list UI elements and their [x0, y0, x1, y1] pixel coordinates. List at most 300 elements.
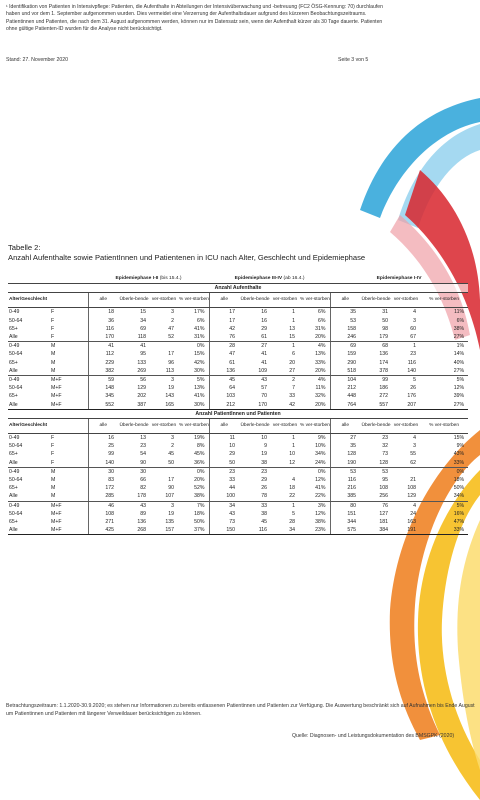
value-cell: 18%	[453, 477, 465, 484]
value-cell: 17	[168, 477, 174, 484]
column-header-verstorben: ver-storben	[271, 419, 299, 434]
value-cell: 384	[360, 526, 392, 535]
value-cell: 29	[261, 477, 267, 484]
column-header-verstorben: ver-storben	[150, 293, 178, 308]
value-cell: 118	[118, 333, 150, 342]
age-group-cell: 0-49	[9, 377, 20, 384]
age-group-cell: Alle	[8, 526, 50, 535]
value-cell: 2	[292, 377, 295, 384]
value-cell: 128	[360, 459, 392, 468]
age-group-cell: Alle	[8, 367, 50, 376]
age-group-cell: 65+	[9, 325, 18, 332]
sex-cell: M	[51, 468, 56, 475]
value-cell: 31%	[315, 325, 326, 332]
value-cell: 50	[209, 459, 239, 468]
value-cell: 557	[360, 401, 392, 410]
value-cell: 22%	[299, 492, 330, 501]
value-cell: 176	[407, 393, 417, 400]
value-cell: 5%	[197, 377, 205, 384]
value-cell: 45	[261, 519, 267, 526]
value-cell: 42	[271, 401, 299, 410]
sex-cell: M	[51, 477, 56, 484]
value-cell: 150	[209, 526, 239, 535]
footnote-text: ¹ Identifikation von Patienten in Intensivpflege: Patienten, die Aufenthalte in Abteilungen der Intensivüberwachung und -betreuung (FC2 ÖSG-Kennung: 70) durchlaufen haben und vor dem 1. September aufgenommen wurden. Dies vermeidet eine Verzerrung der Aufenthaltsdauer aufgrund des kürzeren Beobachtungszeitraums. Patientinnen und Patienten, die nach dem 31. August aufgenommen werden, können nur im Datensatz sein, wenn der Aufenthalt kürzer als 30 Tage dauerte. Patienten ohne gültige Patienten-ID wurden für die Analyse nicht berücksichtigt.	[6, 4, 383, 33]
value-cell: 78	[239, 492, 271, 501]
sex-cell: F	[51, 443, 55, 450]
column-header-verstorben: ver-storben	[271, 293, 299, 308]
value-cell: 136	[379, 351, 389, 358]
value-cell: 18	[88, 308, 118, 317]
value-cell: 25	[88, 442, 118, 450]
table-row	[8, 510, 468, 518]
value-cell: 112	[88, 350, 118, 358]
value-cell: 30	[140, 468, 146, 475]
value-cell: 15%	[194, 351, 205, 358]
value-cell: 53	[330, 467, 360, 476]
value-cell: 5	[413, 377, 417, 384]
age-group-cell: 65+	[9, 451, 18, 458]
value-cell: 38	[239, 459, 271, 468]
value-cell: 16	[261, 317, 267, 324]
value-cell: 12	[271, 459, 299, 468]
value-cell: 73	[209, 518, 239, 526]
column-header-alle: alle	[88, 293, 118, 308]
value-cell: 27	[271, 367, 299, 376]
value-cell: 163	[407, 519, 417, 526]
value-cell: 133	[137, 359, 146, 366]
value-cell: 575	[330, 526, 360, 535]
value-cell: 54	[140, 451, 146, 458]
value-cell: 17%	[194, 309, 205, 316]
value-cell: 38%	[453, 325, 465, 332]
value-cell: 99	[88, 450, 118, 458]
table-row	[8, 350, 468, 358]
source-note: Quelle: Diagnosen- und Leistungsdokumentation des BMSGPK (2020)	[292, 733, 455, 739]
value-cell: 190	[330, 459, 360, 468]
sex-cell: M+F	[51, 502, 62, 509]
value-cell: 23	[140, 443, 146, 450]
value-cell: 16	[88, 434, 118, 443]
value-cell: 202	[137, 393, 146, 400]
value-cell: 76	[382, 502, 389, 509]
value-cell: 61	[209, 359, 239, 367]
sex-cell: M+F	[50, 526, 88, 535]
table-row	[8, 376, 468, 385]
value-cell: 62	[392, 459, 420, 468]
value-cell: 4	[413, 435, 417, 442]
value-cell: 13%	[315, 351, 326, 358]
value-cell	[271, 467, 299, 476]
age-group-cell: 65+	[9, 359, 18, 366]
value-cell: 140	[392, 367, 420, 376]
value-cell: 47%	[453, 519, 465, 526]
sex-cell: F	[51, 451, 55, 458]
value-cell: 27	[261, 343, 267, 350]
value-cell: 157	[150, 526, 178, 535]
value-cell: 32	[382, 443, 389, 450]
value-cell: 57	[261, 385, 267, 392]
table-row	[8, 367, 468, 376]
value-cell: 24%	[299, 459, 330, 468]
sex-cell: M	[51, 485, 56, 492]
column-header-alle: alle	[209, 293, 239, 308]
value-cell: 56	[140, 377, 146, 384]
value-cell: 20	[289, 359, 295, 366]
value-cell: 5%	[456, 502, 465, 509]
value-cell: 45	[168, 451, 174, 458]
value-cell: 34	[271, 526, 299, 535]
value-cell: 53	[382, 468, 389, 475]
value-cell: 61	[239, 333, 271, 342]
column-header-group: Alter/Geschlecht	[8, 419, 88, 434]
value-cell: 35	[330, 308, 360, 317]
value-cell: 127	[379, 510, 389, 517]
value-cell: 6%	[456, 317, 465, 324]
column-header-alle: alle	[330, 293, 360, 308]
value-cell: 3	[413, 443, 417, 450]
value-cell: 4%	[318, 377, 326, 384]
value-cell: 26	[410, 385, 417, 392]
value-cell: 20%	[194, 477, 205, 484]
value-cell: 15	[271, 333, 299, 342]
value-cell: 40%	[453, 359, 465, 366]
value-cell: 31%	[178, 333, 209, 342]
value-cell: 7	[292, 385, 295, 392]
age-group-cell: 50-64	[9, 477, 23, 484]
value-cell: 16%	[453, 510, 465, 517]
value-cell: 116	[88, 325, 118, 333]
section-title: Anzahl PatientInnen und Patienten	[8, 409, 468, 418]
value-cell: 80	[330, 501, 360, 510]
value-cell: 11%	[315, 385, 326, 392]
value-cell: 172	[88, 484, 118, 492]
age-group-cell: 0-49	[9, 502, 20, 509]
value-cell: 10	[289, 451, 295, 458]
value-cell: 16	[261, 309, 267, 316]
value-cell: 76	[209, 333, 239, 342]
value-cell: 0%	[197, 343, 205, 350]
value-cell: 41%	[315, 485, 326, 492]
observation-note: Betrachtungszeitraum: 1.1.2020-30.9.2020; es stehen nur Informationen zu bereits entlassenen Patientinnen und Patienten zur Verfügung. Die Auswertung beschränkt sich auf Aufnahmen bis Ende August um Patientinnen und Patienten mit längerer Verweildauer berücksichtigen zu können.	[6, 703, 475, 718]
value-cell: 1	[292, 317, 295, 324]
value-cell: 19%	[194, 435, 205, 442]
value-cell: 10	[261, 435, 267, 442]
value-cell: 11%	[454, 309, 465, 316]
sex-cell: F	[51, 325, 55, 332]
column-header-row	[8, 293, 468, 308]
value-cell: 448	[330, 392, 360, 400]
value-cell: 41	[261, 359, 267, 366]
value-cell: 17	[209, 317, 239, 325]
table-row	[8, 450, 468, 458]
column-header-pct: % ver-storben	[420, 419, 468, 434]
value-cell: 69	[140, 325, 146, 332]
table-row	[8, 325, 468, 333]
value-cell: 44	[209, 484, 239, 492]
column-header-ueberlebende: Überle-bende	[118, 293, 150, 308]
value-cell: 41	[88, 342, 118, 351]
age-group-cell: 50-64	[9, 317, 23, 324]
value-cell: 27	[330, 434, 360, 443]
value-cell: 99	[382, 377, 389, 384]
value-cell: 3	[171, 377, 174, 384]
value-cell: 6%	[318, 317, 326, 324]
value-cell: 29	[261, 325, 267, 332]
value-cell: 33%	[420, 526, 468, 535]
value-cell: 136	[209, 367, 239, 376]
value-cell: 52	[150, 333, 178, 342]
sex-cell: M+F	[50, 401, 88, 410]
value-cell: 113	[150, 367, 178, 376]
value-cell: 66	[140, 477, 146, 484]
value-cell: 2	[171, 317, 174, 324]
value-cell: 4	[413, 309, 417, 316]
value-cell: 129	[392, 492, 420, 501]
age-group-cell: 0-49	[9, 309, 20, 316]
data-table	[8, 275, 468, 535]
phase1-header: Epidemiephase I-II (bis 15.4.)	[115, 276, 182, 281]
column-header-pct: % ver-storben	[178, 419, 209, 434]
value-cell: 27%	[420, 401, 468, 410]
table-row	[8, 317, 468, 325]
value-cell	[392, 467, 420, 476]
age-group-cell: 50-64	[9, 351, 23, 358]
value-cell: 100	[209, 492, 239, 501]
value-cell: 256	[360, 492, 392, 501]
sex-cell: M+F	[51, 519, 62, 526]
value-cell	[150, 467, 178, 476]
value-cell: 17	[168, 351, 174, 358]
value-cell: 12%	[453, 385, 465, 392]
value-cell: 764	[330, 401, 360, 410]
sex-cell: F	[50, 333, 88, 342]
value-cell: 9%	[456, 443, 465, 450]
value-cell: 31	[382, 309, 389, 316]
value-cell: 23	[209, 467, 239, 476]
value-cell: 42%	[194, 359, 205, 366]
age-group-cell: 0-49	[9, 468, 20, 475]
value-cell: 41%	[194, 325, 205, 332]
column-header-group: Alter/Geschlecht	[8, 293, 88, 308]
column-header-ueberlebende: Überle-bende	[239, 419, 271, 434]
column-header-pct: % ver-storben	[299, 293, 330, 308]
table-row	[8, 476, 468, 484]
table-row	[8, 442, 468, 450]
value-cell: 271	[88, 518, 118, 526]
value-cell: 34	[209, 501, 239, 510]
value-cell: 26	[261, 485, 267, 492]
value-cell: 14%	[453, 351, 465, 358]
value-cell: 41	[140, 343, 146, 350]
value-cell: 11	[209, 434, 239, 443]
value-cell: 13	[289, 325, 295, 332]
value-cell: 272	[379, 393, 389, 400]
column-header-verstorben: ver-storben	[392, 293, 420, 308]
value-cell: 30	[88, 467, 118, 476]
value-cell: 67	[392, 333, 420, 342]
value-cell: 28	[289, 519, 295, 526]
value-cell: 38	[261, 510, 267, 517]
value-cell: 15%	[453, 435, 465, 442]
value-cell: 37%	[178, 526, 209, 535]
value-cell: 60	[410, 325, 417, 332]
section-header-row	[8, 409, 468, 418]
table-row	[8, 518, 468, 526]
sex-cell: M+F	[51, 377, 62, 384]
value-cell: 212	[330, 384, 360, 392]
value-cell: 165	[150, 401, 178, 410]
table-row	[8, 501, 468, 510]
value-cell	[150, 342, 178, 351]
value-cell: 4%	[318, 343, 326, 350]
value-cell: 6%	[318, 309, 326, 316]
value-cell: 33%	[315, 359, 326, 366]
value-cell: 22	[271, 492, 299, 501]
value-cell: 246	[330, 333, 360, 342]
value-cell: 38%	[178, 492, 209, 501]
value-cell: 46	[88, 501, 118, 510]
value-cell: 69	[330, 342, 360, 351]
value-cell: 20%	[299, 367, 330, 376]
value-cell: 23%	[299, 526, 330, 535]
value-cell: 32%	[315, 393, 326, 400]
value-cell: 64	[209, 384, 239, 392]
value-cell: 116	[407, 359, 417, 366]
age-group-cell: Alle	[8, 492, 50, 501]
value-cell: 39%	[453, 393, 465, 400]
value-cell: 82	[140, 485, 146, 492]
page-number: Seite 3 von 5	[338, 57, 369, 63]
value-cell: 19	[168, 385, 174, 392]
value-cell: 29	[209, 450, 239, 458]
value-cell: 53	[330, 317, 360, 325]
value-cell: 191	[392, 526, 420, 535]
table-row	[8, 392, 468, 400]
value-cell: 70	[261, 393, 267, 400]
value-cell: 45%	[194, 451, 205, 458]
table-row	[8, 333, 468, 342]
value-cell: 20%	[299, 333, 330, 342]
value-cell: 43	[209, 510, 239, 518]
column-header-verstorben: ver-storben	[150, 419, 178, 434]
value-cell: 116	[330, 476, 360, 484]
value-cell: 45	[209, 376, 239, 385]
column-header-alle: alle	[209, 419, 239, 434]
column-header-pct: % ver-storben	[178, 293, 209, 308]
section-header-row	[8, 284, 468, 293]
value-cell: 216	[330, 484, 360, 492]
value-cell: 12%	[315, 477, 326, 484]
phase-header-row	[8, 275, 468, 284]
value-cell: 268	[118, 526, 150, 535]
value-cell: 148	[88, 384, 118, 392]
value-cell: 50%	[194, 519, 205, 526]
value-cell: 35	[330, 442, 360, 450]
table-row	[8, 342, 468, 351]
value-cell: 3	[171, 435, 174, 442]
value-cell: 41%	[194, 393, 205, 400]
value-cell: 103	[209, 392, 239, 400]
value-cell: 90	[168, 485, 174, 492]
value-cell: 1	[292, 435, 295, 442]
age-group-cell: 50-64	[9, 510, 23, 517]
value-cell: 18%	[194, 510, 205, 517]
sex-cell: F	[51, 435, 55, 442]
table-row	[8, 492, 468, 501]
value-cell: 186	[379, 385, 389, 392]
section-title: Anzahl Aufenthalte	[8, 284, 468, 293]
value-cell: 68	[382, 343, 389, 350]
value-cell: 4	[292, 477, 295, 484]
table-title: Anzahl Aufenthalte sowie PatientInnen und Patientenen in ICU nach Alter, Geschlecht und Epidemiephase	[8, 253, 366, 262]
value-cell: 23	[382, 435, 389, 442]
value-cell: 128	[330, 450, 360, 458]
value-cell: 229	[88, 359, 118, 367]
value-cell: 0%	[456, 468, 465, 475]
value-cell: 378	[360, 367, 392, 376]
value-cell: 95	[140, 351, 146, 358]
column-header-alle: alle	[88, 419, 118, 434]
value-cell: 55	[410, 451, 417, 458]
table-row	[8, 484, 468, 492]
value-cell: 41	[261, 351, 267, 358]
age-group-cell: 65+	[9, 519, 18, 526]
value-cell: 3%	[318, 502, 326, 509]
value-cell: 1	[292, 309, 295, 316]
value-cell: 19	[168, 510, 174, 517]
sex-cell: M+F	[51, 385, 62, 392]
value-cell: 116	[239, 526, 271, 535]
value-cell: 385	[330, 492, 360, 501]
value-cell: 98	[382, 325, 389, 332]
age-group-cell: 65+	[9, 393, 18, 400]
value-cell: 425	[88, 526, 118, 535]
value-cell: 33	[209, 476, 239, 484]
table-row	[8, 308, 468, 317]
value-cell: 0%	[318, 468, 326, 475]
value-cell: 5	[292, 510, 295, 517]
value-cell: 269	[118, 367, 150, 376]
value-cell: 143	[165, 393, 174, 400]
sex-cell: M	[51, 359, 56, 366]
value-cell: 23	[410, 351, 417, 358]
table-row	[8, 434, 468, 443]
value-cell: 8%	[197, 443, 205, 450]
sex-cell: M+F	[51, 393, 62, 400]
value-cell: 344	[330, 518, 360, 526]
value-cell: 1%	[456, 343, 465, 350]
table-row	[8, 401, 468, 410]
value-cell: 30%	[178, 367, 209, 376]
value-cell: 34%	[420, 492, 468, 501]
age-group-cell: Alle	[8, 333, 50, 342]
column-header-verstorben: ver-storben	[392, 419, 420, 434]
value-cell: 158	[330, 325, 360, 333]
column-header-pct: % ver-storben	[420, 293, 468, 308]
value-cell: 19	[261, 451, 267, 458]
value-cell: 28	[209, 342, 239, 351]
age-group-cell: 65+	[9, 485, 18, 492]
column-header-ueberlebende: Überle-bende	[360, 293, 392, 308]
value-cell: 89	[140, 510, 146, 517]
value-cell: 10	[209, 442, 239, 450]
value-cell: 47	[209, 350, 239, 358]
column-header-row	[8, 419, 468, 434]
table-row	[8, 467, 468, 476]
age-group-cell: Alle	[8, 459, 50, 468]
value-cell: 9	[264, 443, 267, 450]
value-cell: 6	[292, 351, 295, 358]
